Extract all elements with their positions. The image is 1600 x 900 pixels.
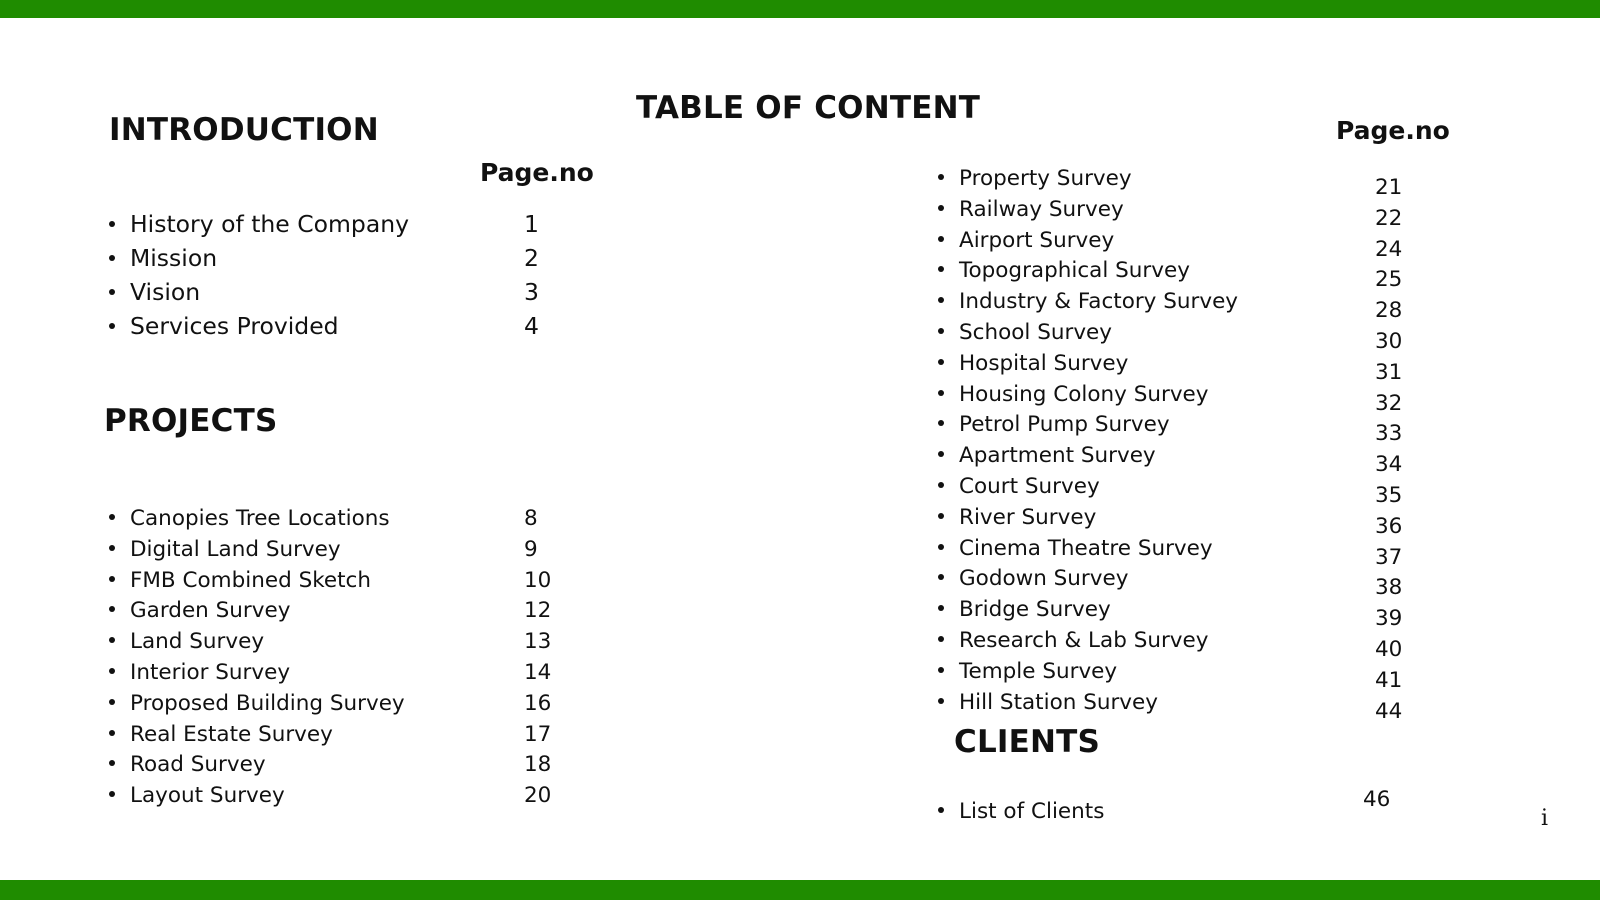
- bullet-icon: [109, 637, 115, 643]
- toc-entry-label: Road Survey: [130, 752, 266, 778]
- toc-entry-label: Bridge Survey: [959, 597, 1111, 623]
- bullet-icon: [938, 266, 944, 272]
- toc-entry[interactable]: [938, 628, 1208, 654]
- toc-entry-page-number: 36: [1375, 513, 1403, 539]
- toc-entry-label: Topographical Survey: [959, 258, 1190, 284]
- toc-entry-page-number: 32: [1375, 390, 1403, 416]
- toc-entry-label: Land Survey: [130, 629, 265, 655]
- toc-entry[interactable]: [109, 783, 285, 809]
- toc-entry-label: Digital Land Survey: [130, 536, 341, 562]
- toc-entry[interactable]: [938, 289, 1238, 315]
- bullet-icon: [938, 420, 944, 426]
- bullet-icon: [938, 605, 944, 611]
- top-accent-bar: [0, 0, 1600, 18]
- toc-entry-page-number: 34: [1375, 452, 1403, 478]
- toc-entry-label: Property Survey: [959, 166, 1132, 191]
- toc-entry-page-number: 3: [524, 278, 539, 306]
- toc-entry[interactable]: [938, 597, 1111, 623]
- projects-page-label: Page.no: [1336, 116, 1450, 145]
- toc-entry-label: Vision: [130, 278, 201, 306]
- toc-entry-label: Petrol Pump Survey: [959, 412, 1170, 438]
- toc-entry-page-number: 35: [1375, 483, 1403, 508]
- toc-entry-label: Garden Survey: [130, 598, 291, 624]
- toc-entry-label: List of Clients: [959, 799, 1105, 824]
- toc-entry[interactable]: [109, 279, 200, 305]
- toc-entry[interactable]: [938, 351, 1128, 377]
- bullet-icon: [938, 205, 944, 211]
- toc-entry-label: River Survey: [959, 504, 1097, 530]
- toc-entry-label: History of the Company: [130, 210, 410, 238]
- toc-entry[interactable]: [109, 691, 405, 717]
- toc-entry[interactable]: [938, 659, 1117, 685]
- bullet-icon: [109, 668, 115, 674]
- toc-entry-label: Industry & Factory Survey: [959, 289, 1239, 315]
- toc-entry[interactable]: [938, 505, 1096, 531]
- bullet-icon: [109, 760, 115, 766]
- toc-entry-page-number: 14: [524, 660, 552, 685]
- toc-entry-page-number: 2: [524, 244, 539, 272]
- toc-entry-page-number: 8: [524, 506, 538, 531]
- bullet-icon: [938, 451, 944, 457]
- bullet-icon: [938, 236, 944, 242]
- toc-entry[interactable]: [109, 598, 290, 624]
- toc-entry[interactable]: [109, 506, 390, 532]
- bullet-icon: [938, 297, 944, 303]
- bullet-icon: [938, 636, 944, 642]
- toc-entry[interactable]: [109, 245, 217, 271]
- bullet-icon: [109, 730, 115, 736]
- toc-entry[interactable]: [938, 690, 1158, 716]
- bullet-icon: [109, 545, 115, 551]
- bullet-icon: [938, 359, 944, 365]
- toc-entry-page-number: 37: [1375, 544, 1403, 570]
- toc-entry-label: School Survey: [959, 320, 1112, 345]
- bullet-icon: [938, 807, 944, 813]
- bullet-icon: [938, 174, 944, 180]
- toc-entry[interactable]: [109, 660, 290, 686]
- toc-entry[interactable]: [938, 166, 1132, 192]
- toc-entry[interactable]: [938, 536, 1213, 562]
- toc-entry-label: Hill Station Survey: [959, 689, 1158, 715]
- toc-entry-page-number: 13: [524, 629, 552, 655]
- toc-entry-page-number: 28: [1375, 298, 1403, 324]
- toc-entry-page-number: 24: [1375, 236, 1403, 262]
- toc-entry[interactable]: [109, 537, 341, 563]
- toc-entry-page-number: 18: [524, 752, 552, 778]
- toc-entry-page-number: 20: [524, 783, 552, 809]
- bullet-icon: [938, 513, 944, 519]
- toc-entry-label: Godown Survey: [959, 566, 1129, 592]
- introduction-page-label: Page.no: [480, 158, 594, 187]
- bullet-icon: [109, 289, 115, 295]
- toc-entry-label: Apartment Survey: [959, 443, 1156, 469]
- bottom-accent-bar: [0, 880, 1600, 900]
- toc-entry-page-number: 44: [1375, 698, 1403, 724]
- bullet-icon: [938, 698, 944, 704]
- toc-entry-page-number: 17: [524, 721, 552, 747]
- toc-entry[interactable]: [109, 313, 339, 339]
- page-number: i: [1541, 806, 1549, 831]
- toc-entry[interactable]: [938, 197, 1124, 223]
- toc-entry[interactable]: [938, 443, 1156, 469]
- bullet-icon: [938, 574, 944, 580]
- toc-entry-label: Real Estate Survey: [130, 721, 333, 747]
- toc-entry[interactable]: [938, 799, 1104, 825]
- toc-entry-page-number: 1: [524, 210, 539, 238]
- toc-entry-page-number: 10: [524, 567, 552, 593]
- toc-entry[interactable]: [938, 258, 1190, 284]
- bullet-icon: [109, 699, 115, 705]
- projects-heading: PROJECTS: [104, 403, 278, 439]
- clients-heading: CLIENTS: [954, 724, 1101, 760]
- toc-entry-label: Layout Survey: [130, 783, 285, 809]
- toc-entry-page-number: 4: [524, 312, 539, 340]
- toc-entry-label: Mission: [130, 244, 218, 272]
- bullet-icon: [938, 328, 944, 334]
- toc-entry[interactable]: [109, 722, 333, 748]
- toc-entry-page-number: 16: [524, 690, 552, 716]
- toc-entry-page-number: 40: [1375, 637, 1403, 662]
- toc-entry-page-number: 39: [1375, 606, 1403, 632]
- toc-entry[interactable]: [938, 474, 1100, 500]
- toc-entry-label: FMB Combined Sketch: [130, 567, 372, 593]
- toc-entry-page-number: 25: [1375, 267, 1403, 293]
- bullet-icon: [109, 323, 115, 329]
- toc-entry-label: Cinema Theatre Survey: [959, 535, 1213, 561]
- bullet-icon: [109, 514, 115, 520]
- toc-entry-label: Airport Survey: [959, 227, 1115, 253]
- toc-entry-label: Services Provided: [130, 312, 339, 340]
- bullet-icon: [109, 255, 115, 261]
- toc-entry-label: Hospital Survey: [959, 350, 1129, 376]
- toc-entry-label: Interior Survey: [130, 660, 291, 685]
- toc-entry-page-number: 12: [524, 598, 552, 624]
- toc-entry-label: Research & Lab Survey: [959, 628, 1209, 653]
- toc-entry-label: Railway Survey: [959, 196, 1124, 222]
- bullet-icon: [109, 221, 115, 227]
- toc-entry-page-number: 38: [1375, 575, 1403, 601]
- bullet-icon: [109, 791, 115, 797]
- toc-entry-label: Temple Survey: [959, 658, 1118, 684]
- bullet-icon: [109, 576, 115, 582]
- toc-entry-label: Canopies Tree Locations: [130, 506, 390, 531]
- introduction-heading: INTRODUCTION: [109, 112, 379, 148]
- toc-entry-page-number: 31: [1375, 359, 1403, 385]
- toc-entry[interactable]: [109, 629, 264, 655]
- bullet-icon: [938, 544, 944, 550]
- toc-entry[interactable]: [938, 320, 1112, 346]
- toc-entry-page-number: 46: [1363, 787, 1391, 812]
- toc-entry-label: Proposed Building Survey: [130, 690, 405, 716]
- toc-entry-page-number: 21: [1375, 175, 1403, 200]
- toc-entry[interactable]: [109, 752, 266, 778]
- bullet-icon: [938, 482, 944, 488]
- bullet-icon: [109, 606, 115, 612]
- toc-entry-page-number: 33: [1375, 421, 1403, 447]
- toc-entry[interactable]: [938, 382, 1209, 408]
- toc-entry[interactable]: [938, 566, 1128, 592]
- toc-entry-page-number: 30: [1375, 329, 1403, 354]
- toc-entry-page-number: 41: [1375, 667, 1403, 693]
- toc-entry[interactable]: [938, 412, 1170, 438]
- toc-entry[interactable]: [109, 211, 409, 237]
- toc-entry-label: Housing Colony Survey: [959, 381, 1209, 407]
- toc-entry-label: Court Survey: [959, 474, 1100, 499]
- toc-entry[interactable]: [109, 568, 371, 594]
- toc-entry-page-number: 9: [524, 536, 538, 562]
- bullet-icon: [938, 390, 944, 396]
- toc-entry[interactable]: [938, 228, 1114, 254]
- bullet-icon: [938, 667, 944, 673]
- toc-entry-page-number: 22: [1375, 205, 1403, 231]
- page-title: TABLE OF CONTENT: [636, 90, 981, 126]
